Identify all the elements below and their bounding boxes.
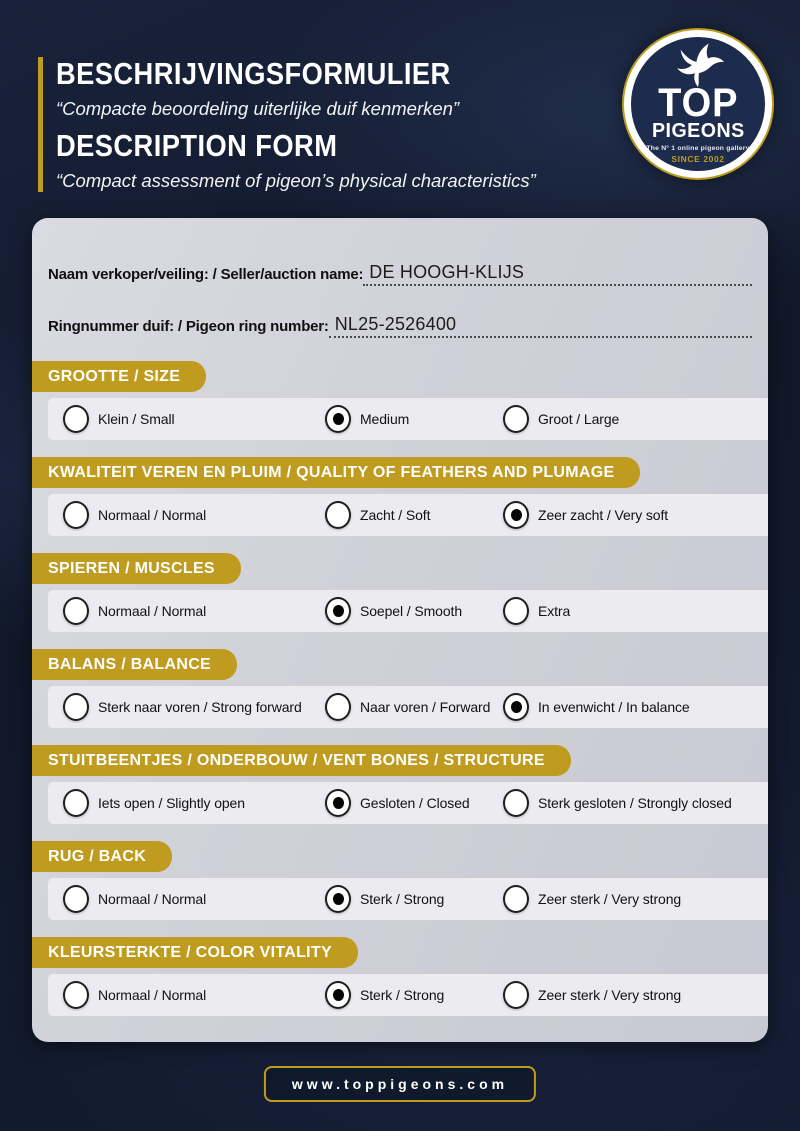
option-sterk-strong[interactable]: Sterk / Strong (325, 885, 503, 913)
ring-number-field (48, 314, 752, 338)
option-normaal-normal[interactable]: Normaal / Normal (63, 597, 325, 625)
subtitle-dutch: “Compacte beoordeling uiterlijke duif kenmerken” (56, 98, 460, 119)
section-back-header: RUG / BACK (32, 841, 172, 872)
option-normaal-normal[interactable]: Normaal / Normal (63, 501, 325, 529)
radio-button[interactable] (63, 885, 89, 913)
radio-button[interactable] (503, 405, 529, 433)
section-color-vitality-header: KLEURSTERKTE / COLOR VITALITY (32, 937, 358, 968)
seller-name-value: DE HOOGH-KLIJS (369, 262, 525, 282)
header (38, 57, 598, 192)
radio-button[interactable] (503, 885, 529, 913)
option-medium[interactable]: Medium (325, 405, 503, 433)
radio-button[interactable] (503, 693, 529, 721)
radio-button[interactable] (63, 693, 89, 721)
option-zeer-sterk-very-strong[interactable]: Zeer sterk / Very strong (503, 885, 768, 913)
radio-button[interactable] (325, 597, 351, 625)
option-sterk-strong[interactable]: Sterk / Strong (325, 981, 503, 1009)
radio-button[interactable] (503, 597, 529, 625)
section-muscles-header: SPIEREN / MUSCLES (32, 553, 241, 584)
radio-dot (511, 509, 522, 521)
logo-word-top: TOP (657, 81, 739, 125)
radio-button[interactable] (503, 981, 529, 1009)
option-normaal-normal[interactable]: Normaal / Normal (63, 885, 325, 913)
section-back (32, 841, 768, 920)
section-vent-bones-header: STUITBEENTJES / ONDERBOUW / VENT BONES / STRUCTURE (32, 745, 571, 776)
radio-button[interactable] (325, 885, 351, 913)
radio-button[interactable] (325, 981, 351, 1009)
section-balance-options (48, 686, 768, 728)
radio-button[interactable] (325, 405, 351, 433)
website-button[interactable]: www.toppigeons.com (264, 1066, 536, 1102)
radio-button[interactable] (63, 597, 89, 625)
section-color-vitality-options (48, 974, 768, 1016)
radio-dot (333, 893, 344, 905)
radio-button[interactable] (503, 501, 529, 529)
section-vent-bones (32, 745, 768, 824)
form-card (32, 218, 768, 1042)
radio-button[interactable] (503, 789, 529, 817)
option-soepel-smooth[interactable]: Soepel / Smooth (325, 597, 503, 625)
option-slightly-open[interactable]: Iets open / Slightly open (63, 789, 325, 817)
section-muscles (32, 553, 768, 632)
radio-dot (333, 413, 344, 425)
option-extra[interactable]: Extra (503, 597, 768, 625)
option-klein-small[interactable]: Klein / Small (63, 405, 325, 433)
section-size-options (48, 398, 768, 440)
seller-name-label: Naam verkoper/veiling: / Seller/auction name: (48, 266, 364, 283)
option-zeer-sterk-very-strong[interactable]: Zeer sterk / Very strong (503, 981, 768, 1009)
section-feather-quality (32, 457, 768, 536)
radio-dot (333, 797, 344, 809)
section-size (32, 361, 768, 440)
radio-button[interactable] (325, 693, 351, 721)
ring-number-value: NL25-2526400 (334, 314, 457, 334)
section-balance-header: BALANS / BALANCE (32, 649, 237, 680)
ring-number-input[interactable] (329, 314, 752, 338)
top-pigeons-logo (622, 28, 774, 180)
option-closed[interactable]: Gesloten / Closed (325, 789, 503, 817)
title-english: DESCRIPTION FORM (56, 128, 338, 163)
option-strongly-closed[interactable]: Sterk gesloten / Strongly closed (503, 789, 768, 817)
radio-button[interactable] (63, 405, 89, 433)
radio-dot (333, 989, 344, 1001)
seller-name-field (48, 262, 752, 286)
option-zacht-soft[interactable]: Zacht / Soft (325, 501, 503, 529)
section-balance (32, 649, 768, 728)
ring-number-label: Ringnummer duif: / Pigeon ring number: (48, 318, 329, 335)
title-dutch: BESCHRIJVINGSFORMULIER (56, 56, 451, 91)
logo-since: SINCE 2002 (671, 154, 725, 164)
option-strong-forward[interactable]: Sterk naar voren / Strong forward (63, 693, 325, 721)
radio-button[interactable] (325, 789, 351, 817)
option-normaal-normal[interactable]: Normaal / Normal (63, 981, 325, 1009)
radio-button[interactable] (63, 981, 89, 1009)
radio-button[interactable] (63, 789, 89, 817)
section-vent-bones-options (48, 782, 768, 824)
option-groot-large[interactable]: Groot / Large (503, 405, 768, 433)
section-feather-quality-options (48, 494, 768, 536)
radio-button[interactable] (325, 501, 351, 529)
section-back-options (48, 878, 768, 920)
option-in-balance[interactable]: In evenwicht / In balance (503, 693, 768, 721)
logo-tagline: The N° 1 online pigeon gallery (646, 145, 750, 152)
radio-dot (511, 701, 522, 713)
option-forward[interactable]: Naar voren / Forward (325, 693, 503, 721)
logo-badge (631, 37, 765, 171)
seller-name-input[interactable] (363, 262, 752, 286)
logo-word-pigeons: PIGEONS (651, 120, 745, 142)
radio-dot (333, 605, 344, 617)
section-feather-quality-header: KWALITEIT VEREN EN PLUIM / QUALITY OF FEATHERS AND PLUMAGE (32, 457, 640, 488)
section-color-vitality (32, 937, 768, 1016)
section-size-header: GROOTTE / SIZE (32, 361, 206, 392)
option-zeer-zacht-very-soft[interactable]: Zeer zacht / Very soft (503, 501, 768, 529)
subtitle-english: “Compact assessment of pigeon’s physical characteristics” (56, 170, 536, 191)
section-muscles-options (48, 590, 768, 632)
radio-button[interactable] (63, 501, 89, 529)
